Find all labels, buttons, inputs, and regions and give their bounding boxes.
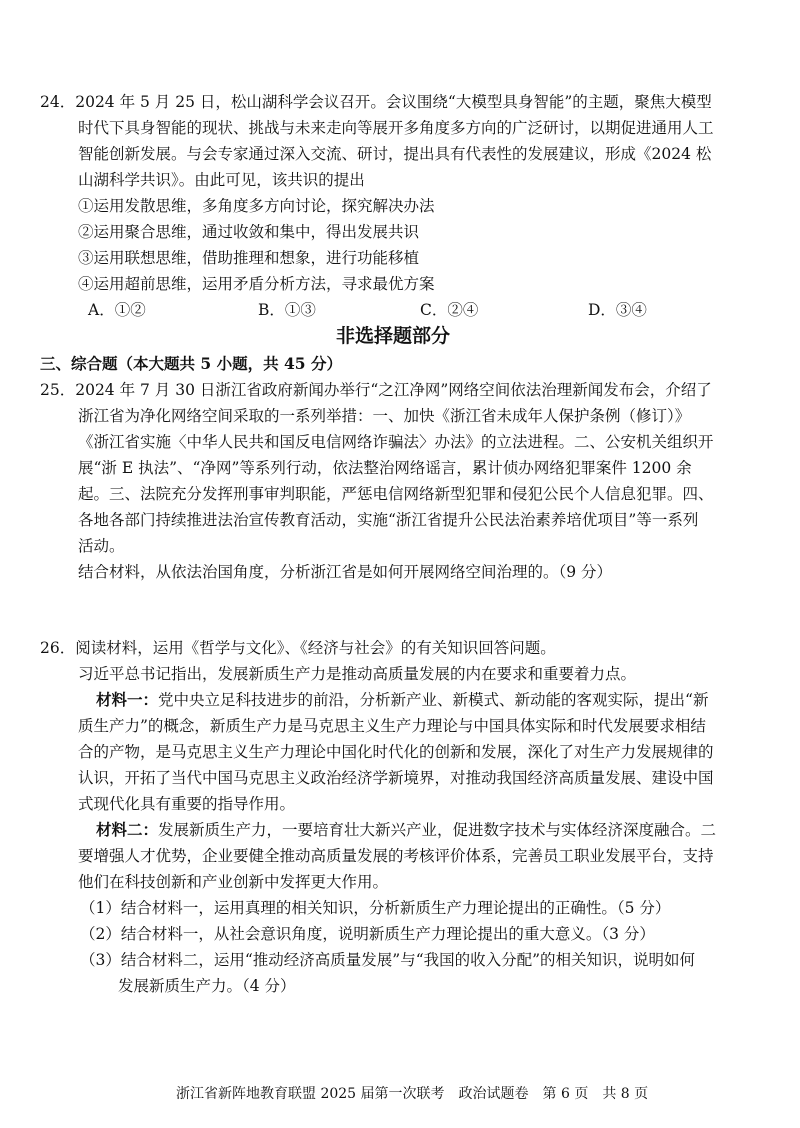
q24-statement-4: ④运用超前思维，运用矛盾分析方法，寻求最优方案	[78, 275, 435, 293]
q24-statement-2: ②运用聚合思维，通过收敛和集中，得出发展共识	[78, 223, 420, 241]
q24-option-c: C．②④	[420, 301, 479, 319]
q24-statement-1: ①运用发散思维，多角度多方向讨论，探究解决办法	[78, 197, 435, 215]
q26-material1-line-4: 认识，开拓了当代中国马克思主义政治经济学新境界，对推动我国经济高质量发展、建设中国	[78, 769, 714, 787]
q24-line-1: 24．2024 年 5 月 25 日，松山湖科学会议召开。会议围绕“大模型具身智能”的主题，聚焦大模型	[40, 93, 712, 111]
q26-sub-question-1: （1）结合材料一，运用真理的相关知识，分析新质生产力理论提出的正确性。（5 分）	[80, 899, 671, 917]
q26-material2-line-1	[96, 818, 716, 842]
q26-sub-question-2: （2）结合材料一，从社会意识角度，说明新质生产力理论提出的重大意义。（3 分）	[80, 925, 655, 943]
material1-text-1: 党中央立足科技进步的前沿，分析新产业、新模式、新动能的客观实际，提出“新	[158, 691, 709, 709]
q25-line-3: 《浙江省实施〈中华人民共和国反电信网络诈骗法〉办法》的立法进程。二、公安机关组织开	[78, 433, 714, 451]
q25-line-4: 展“浙 E 执法”、“净网”等系列行动，依法整治网络谣言，累计侦办网络犯罪案件 1200 余	[78, 459, 692, 477]
q26-material1-line-3: 合的产物，是马克思主义生产力理论中国化时代化的创新和发展，深化了对生产力发展规律的	[78, 743, 714, 761]
q24-option-b: B．①③	[258, 301, 316, 319]
q25-line-6: 各地各部门持续推进法治宣传教育活动，实施“浙江省提升公民法治素养培优项目”等一系列	[78, 511, 699, 529]
part3-heading: 三、综合题（本大题共 5 小题，共 45 分）	[40, 354, 342, 373]
q24-option-a: A．①②	[88, 301, 146, 319]
q26-quote: 习近平总书记指出，发展新质生产力是推动高质量发展的内在要求和重要着力点。	[78, 665, 637, 683]
material2-label: 材料二：	[96, 820, 159, 839]
q26-intro: 26．阅读材料，运用《哲学与文化》、《经济与社会》的有关知识回答问题。	[40, 639, 556, 657]
q26-material1-line-5: 式现代化具有重要的指导作用。	[78, 795, 296, 813]
q26-sub-question-3-line-1: （3）结合材料二，运用“推动经济高质量发展”与“我国的收入分配”的相关知识，说明如何	[80, 951, 696, 969]
section-title: 非选择题部分	[336, 325, 451, 347]
material1-label: 材料一：	[96, 690, 159, 709]
q26-material1-line-2: 质生产力”的概念，新质生产力是马克思主义生产力理论与中国具体实际和时代发展要求相结	[78, 717, 706, 735]
q25-line-1: 25．2024 年 7 月 30 日浙江省政府新闻办举行“之江净网”网络空间依法治理新闻发布会，介绍了	[40, 381, 712, 399]
material2-text-1: 发展新质生产力，一要培育壮大新兴产业，促进数字技术与实体经济深度融合。二	[158, 821, 717, 839]
q24-line-3: 智能创新发展。与会专家通过深入交流、研讨，提出具有代表性的发展建议，形成《2024 松	[78, 145, 712, 163]
q25-line-7: 活动。	[78, 537, 125, 555]
q26-sub-question-3-line-2: 发展新质生产力。（4 分）	[118, 977, 296, 995]
q26-material2-line-3: 他们在科技创新和产业创新中发挥更大作用。	[78, 873, 389, 891]
page-footer: 浙江省新阵地教育联盟 2025 届第一次联考 政治试题卷 第 6 页 共 8 页	[176, 1086, 649, 1102]
q25-prompt: 结合材料，从依法治国角度，分析浙江省是如何开展网络空间治理的。（9 分）	[78, 563, 613, 581]
q26-material1-line-1	[96, 688, 708, 712]
q24-line-2: 时代下具身智能的现状、挑战与未来走向等展开多角度多方向的广泛研讨，以期促进通用人工	[78, 119, 714, 137]
q26-material2-line-2: 要增强人才优势，企业要健全推动高质量发展的考核评价体系，完善员工职业发展平台，支持	[78, 847, 714, 865]
q25-line-2: 浙江省为净化网络空间采取的一系列举措：一、加快《浙江省未成年人保护条例（修订）》	[78, 407, 691, 425]
q24-option-d: D．③④	[588, 301, 647, 319]
q24-line-4: 山湖科学共识》。由此可见，该共识的提出	[78, 171, 365, 189]
q25-line-5: 起。三、法院充分发挥刑事审判职能，严惩电信网络新型犯罪和侵犯公民个人信息犯罪。四、	[78, 485, 714, 503]
q24-statement-3: ③运用联想思维，借助推理和想象，进行功能移植	[78, 249, 420, 267]
